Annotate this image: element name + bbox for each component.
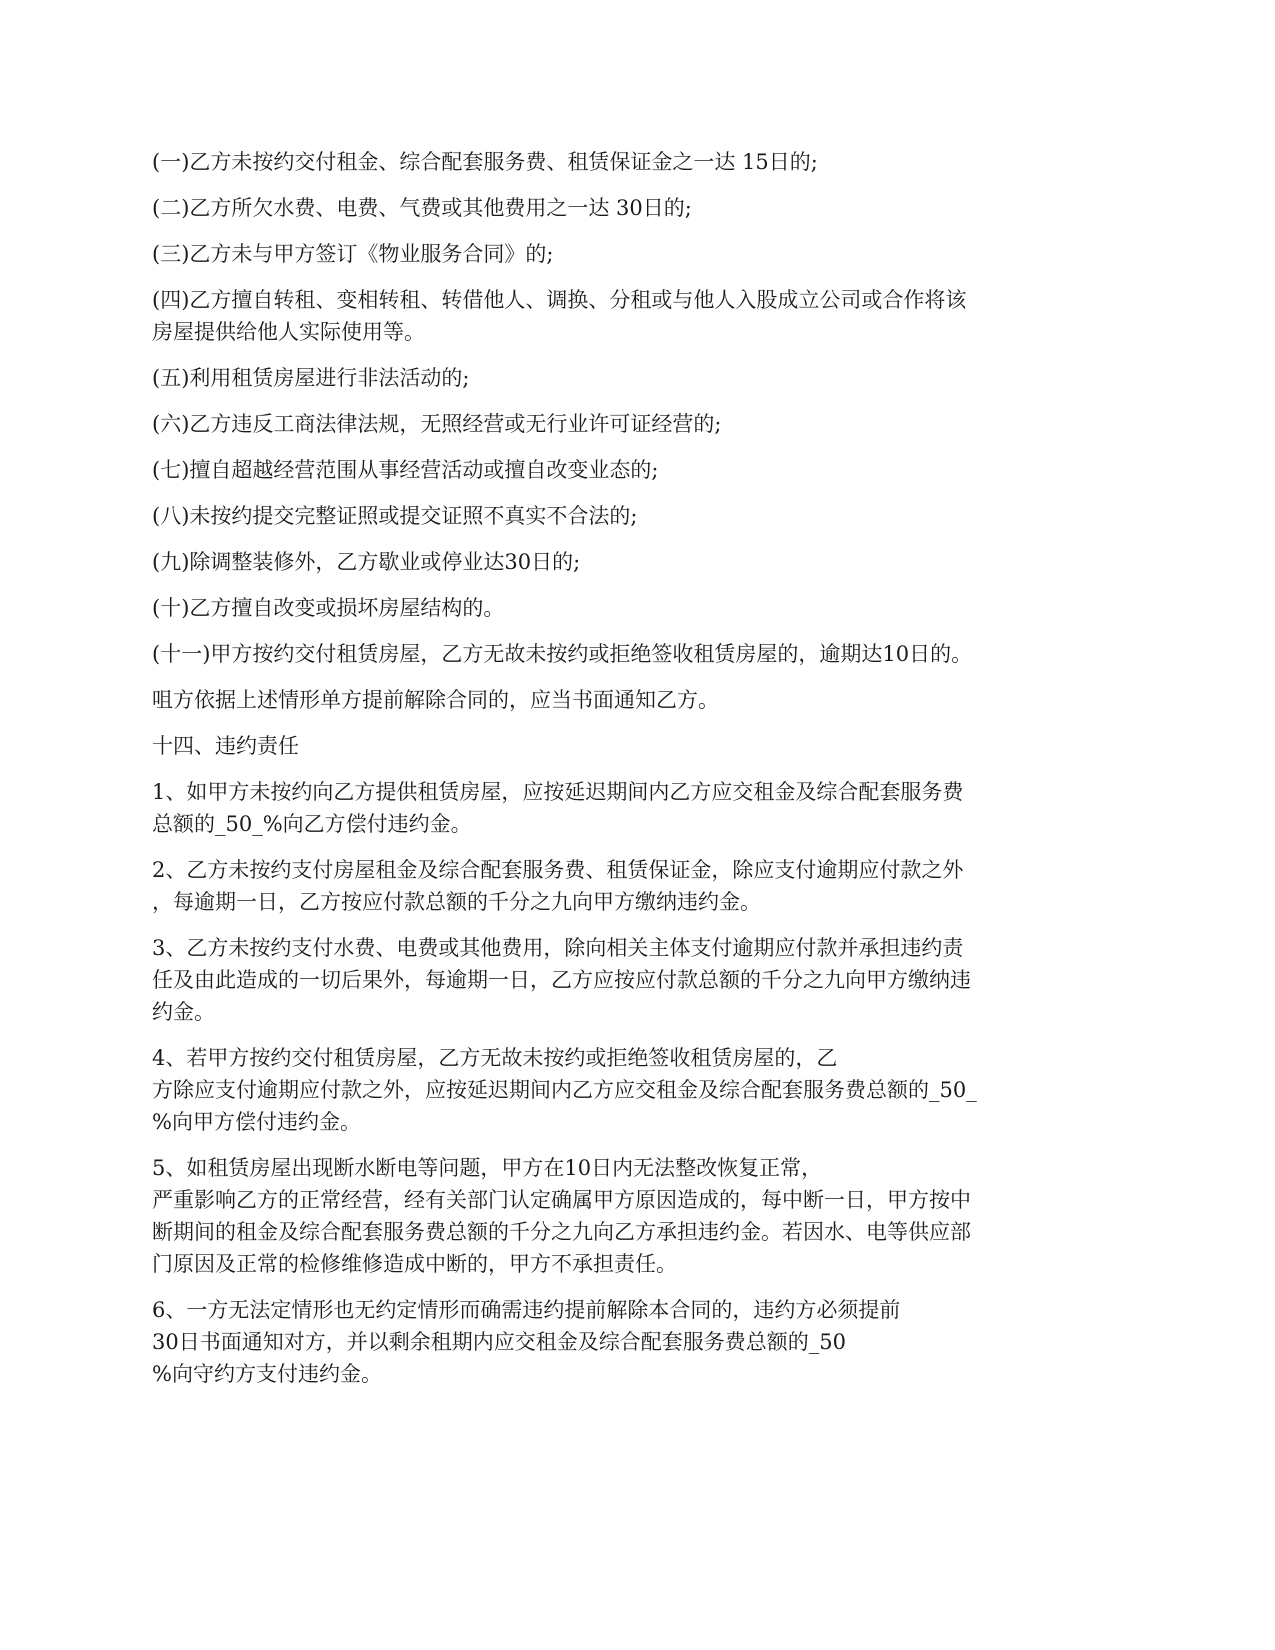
liability-item-4 (152, 1042, 1127, 1138)
document-page (152, 146, 1127, 1404)
item-line: 断期间的租金及综合配套服务费总额的千分之九向乙方承担违约金。若因水、电等供应部 (152, 1220, 971, 1244)
item-line: 方除应支付逾期应付款之外，应按延迟期间内乙方应交租金及综合配套服务费总额的_50_ (152, 1078, 977, 1102)
item-line: 1、如甲方未按约向乙方提供租赁房屋，应按延迟期间内乙方应交租金及综合配套服务费 (152, 780, 964, 804)
item-line: 门原因及正常的检修维修造成中断的，甲方不承担责任。 (152, 1252, 677, 1276)
item-line: 5、如租赁房屋出现断水断电等问题，甲方在10日内无法整改恢复正常， (152, 1156, 823, 1180)
clause-10: (十)乙方擅自改变或损坏房屋结构的。 (152, 596, 505, 620)
item-line: 约金。 (152, 1000, 215, 1024)
clause-9: (九)除调整装修外，乙方歇业或停业达30日的; (152, 550, 581, 574)
clause-4-line-1: (四)乙方擅自转租、变相转租、转借他人、调换、分租或与他人入股成立公司或合作将该 (152, 288, 967, 312)
clause-4-line-2: 房屋提供给他人实际使用等。 (152, 320, 425, 344)
liability-item-3 (152, 932, 1127, 1028)
termination-notice: 咀方依据上述情形单方提前解除合同的，应当书面通知乙方。 (152, 688, 719, 712)
clause-6: (六)乙方违反工商法律法规，无照经营或无行业许可证经营的; (152, 412, 722, 436)
item-line: 4、若甲方按约交付租赁房屋，乙方无故未按约或拒绝签收租赁房屋的，乙 (152, 1046, 838, 1070)
clause-5: (五)利用租赁房屋进行非法活动的; (152, 366, 470, 390)
clause-11: (十一)甲方按约交付租赁房屋，乙方无故未按约或拒绝签收租赁房屋的，逾期达10日的。 (152, 642, 973, 666)
liability-item-1 (152, 776, 1127, 840)
item-line: 总额的_50_%向乙方偿付违约金。 (152, 812, 472, 836)
clause-7: (七)擅自超越经营范围从事经营活动或擅自改变业态的; (152, 458, 659, 482)
clause-8: (八)未按约提交完整证照或提交证照不真实不合法的; (152, 504, 638, 528)
item-line: 30日书面通知对方，并以剩余租期内应交租金及综合配套服务费总额的_50 (152, 1330, 846, 1354)
item-line: %向甲方偿付违约金。 (152, 1110, 361, 1134)
liability-item-2 (152, 854, 1127, 918)
item-line: 任及由此造成的一切后果外，每逾期一日，乙方应按应付款总额的千分之九向甲方缴纳违 (152, 968, 971, 992)
clause-1: (一)乙方未按约交付租金、综合配套服务费、租赁保证金之一达 15日的; (152, 150, 818, 174)
clause-3: (三)乙方未与甲方签订《物业服务合同》的; (152, 242, 554, 266)
item-line: 2、乙方未按约支付房屋租金及综合配套服务费、租赁保证金，除应支付逾期应付款之外 (152, 858, 964, 882)
liability-item-5 (152, 1152, 1127, 1280)
item-line: %向守约方支付违约金。 (152, 1362, 382, 1386)
item-line: ，每逾期一日，乙方按应付款总额的千分之九向甲方缴纳违约金。 (152, 890, 761, 914)
liability-item-6 (152, 1294, 1127, 1390)
item-line: 3、乙方未按约支付水费、电费或其他费用，除向相关主体支付逾期应付款并承担违约责 (152, 936, 964, 960)
item-line: 6、一方无法定情形也无约定情形而确需违约提前解除本合同的，违约方必须提前 (152, 1298, 901, 1322)
clause-2: (二)乙方所欠水费、电费、气费或其他费用之一达 30日的; (152, 196, 692, 220)
clause-4 (152, 284, 1127, 348)
item-line: 严重影响乙方的正常经营，经有关部门认定确属甲方原因造成的，每中断一日，甲方按中 (152, 1188, 971, 1212)
section-title: 十四、违约责任 (152, 734, 299, 758)
